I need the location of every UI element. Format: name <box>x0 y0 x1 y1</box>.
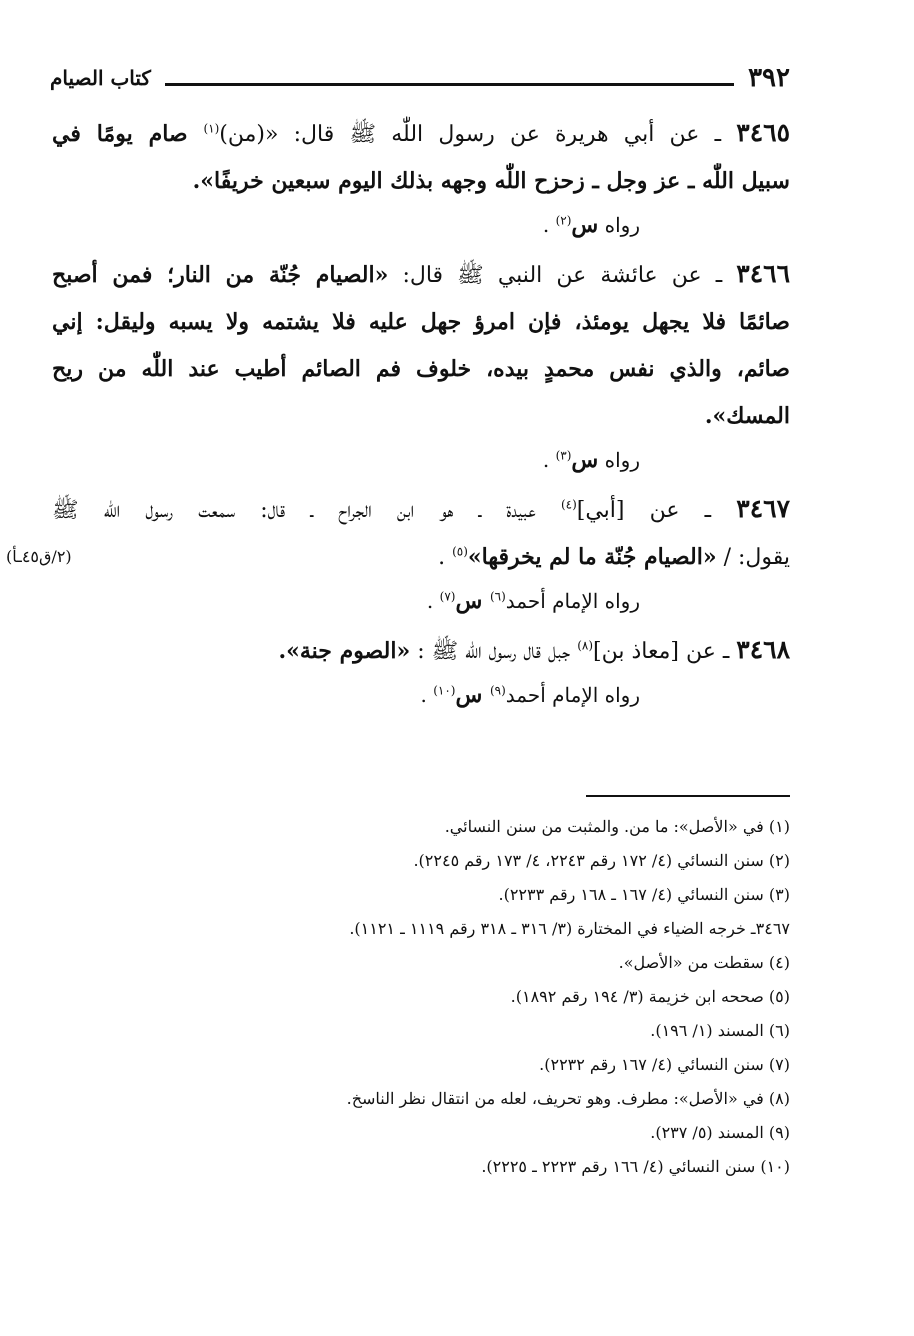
footnote-ref: (٤) <box>560 497 577 512</box>
footnote <box>100 1116 790 1150</box>
footnote-key: (٢) <box>768 851 790 870</box>
footnotes <box>100 810 790 1184</box>
riwaya-end: . <box>542 213 556 237</box>
riwaya-source: س <box>571 447 599 473</box>
footnote <box>100 1014 790 1048</box>
footnote <box>100 980 790 1014</box>
footnote-text: المسند (١/ ١٩٦). <box>650 1021 769 1040</box>
footnote-key: (١٠) <box>760 1157 790 1176</box>
riwaya-prefix: رواه الإمام أحمد <box>505 589 640 613</box>
footnote-ref: (٣) <box>555 448 572 463</box>
riwaya-prefix: رواه <box>598 448 640 472</box>
footnote-text: سنن النسائي (٤/ ١٦٧ ـ ١٦٨ رقم ٢٢٣٣). <box>498 885 769 904</box>
footnote-ref: (٥) <box>452 544 468 559</box>
hadith-text: سبيل اللّٰه ـ عز وجل ـ زحزح اللّٰه وجهه بذلك اليوم سبعين خريفًا». <box>192 168 790 194</box>
footnote-text: سقطت من «الأصل». <box>618 953 769 972</box>
riwaya-source: س <box>455 588 490 614</box>
footnote-key: ٣٤٦٧ <box>755 919 790 938</box>
riwaya-prefix: رواه الإمام أحمد <box>505 683 640 707</box>
footnote-ref: (٨) <box>577 638 594 653</box>
footnote-key: (٩) <box>768 1123 790 1142</box>
page-header <box>50 60 790 96</box>
footnote-key: (٨) <box>768 1089 790 1108</box>
text-segment: جبل قال رسول اللّٰه ﷺ : <box>410 639 578 664</box>
riwaya-line <box>52 675 790 715</box>
riwaya-line <box>52 440 790 480</box>
hadith-٣٤٦٥ <box>52 110 790 245</box>
hadith-line <box>52 393 790 440</box>
hadith-number: ٣٤٦٨ <box>736 635 790 664</box>
footnote-text: سنن النسائي (٤/ ١٧٢ رقم ٢٢٤٣، ٤/ ١٧٣ رقم ٢٢٤٥). <box>413 851 769 870</box>
hadith-line <box>52 110 790 158</box>
hadith-text: «الصيام جُنّة ما لم يخرقها» <box>467 544 717 570</box>
footnote-ref: (١) <box>203 121 220 136</box>
footnote-ref: (١٠) <box>433 683 456 698</box>
hadith-line <box>6 534 790 581</box>
hadith-number: ٣٤٦٥ <box>736 118 790 147</box>
header-rule <box>165 83 734 86</box>
hadith-٣٤٦٦ <box>52 251 790 480</box>
page-number: ٣٩٢ <box>748 63 790 93</box>
hadith-٣٤٦٨ <box>52 627 790 715</box>
text-segment: ـ عن [معاذ بن] <box>593 639 737 664</box>
hadith-line <box>52 299 790 346</box>
riwaya-end: . <box>426 589 440 613</box>
hadith-line <box>52 158 790 205</box>
footnote-text: صححه ابن خزيمة (٣/ ١٩٤ رقم ١٨٩٢). <box>510 987 769 1006</box>
footnote-ref: (٧) <box>439 589 456 604</box>
text-segment: يقول: / <box>716 545 790 570</box>
hadith-line <box>52 346 790 393</box>
riwaya-source: س <box>455 682 490 708</box>
hadith-text: المسك». <box>704 403 790 429</box>
riwaya-source: س <box>571 212 599 238</box>
footnote <box>100 1082 790 1116</box>
footnote-text: في «الأصل»: ما من. والمثبت من سنن النسائي. <box>444 817 769 836</box>
riwaya-line <box>52 205 790 245</box>
hadith-text: «الصيام جُنّة من النار؛ فمن أصبح <box>52 262 389 288</box>
hadith-text: «الصوم جنة». <box>278 638 411 664</box>
text-segment: . <box>438 545 453 570</box>
footnote-text: المسند (٥/ ٢٣٧). <box>650 1123 769 1142</box>
footnote <box>100 912 790 946</box>
footnote-text: في «الأصل»: مطرف. وهو تحريف، لعله من انتقال نظر الناسخ. <box>346 1089 769 1108</box>
riwaya-end: . <box>420 683 434 707</box>
footnote <box>100 810 790 844</box>
hadith-line <box>52 251 790 299</box>
footnote-key: (٣) <box>768 885 790 904</box>
footnote <box>100 878 790 912</box>
riwaya-end: . <box>542 448 556 472</box>
hadith-text: صام يومًا في <box>52 121 204 147</box>
footnote-key: (١) <box>768 817 790 836</box>
book-title: كتاب الصيام <box>50 66 151 90</box>
riwaya-line <box>52 581 790 621</box>
footnote-key: (٥) <box>768 987 790 1006</box>
margin-note: (٢/ق٤٥ـأ) <box>6 547 72 566</box>
text-segment: ـ عن عائشة عن النبي ﷺ قال: <box>388 263 737 288</box>
footnote-text: سنن النسائي (٤/ ١٦٧ رقم ٢٢٣٢). <box>539 1055 769 1074</box>
footnote-ref: (٢) <box>555 213 572 228</box>
hadith-number: ٣٤٦٧ <box>736 494 790 523</box>
footnote <box>100 946 790 980</box>
footnote-separator <box>586 795 790 797</box>
hadith-text: صائمًا فلا يجهل يومئذ، فإن امرؤ جهل عليه فلا يشتمه ولا يسبه وليقل: إني <box>52 309 790 335</box>
footnote-text: سنن النسائي (٤/ ١٦٦ رقم ٢٢٢٣ ـ ٢٢٢٥). <box>481 1157 761 1176</box>
hadith-line <box>52 486 790 534</box>
riwaya-prefix: رواه <box>598 213 640 237</box>
footnote <box>100 1048 790 1082</box>
text-segment: ـ عن أبي هريرة عن رسول اللّٰه ﷺ قال: «(من) <box>219 122 737 147</box>
hadith-text: صائم، والذي نفس محمدٍ بيده، خلوف فم الصائم أطيب عند اللّٰه من ريح <box>52 356 790 382</box>
hadith-number: ٣٤٦٦ <box>736 259 791 288</box>
text-segment: عبيدة ـ هو ابن الجراح ـ قال: سمعت رسول اللّٰه ﷺ <box>52 498 561 523</box>
hadith-line <box>52 627 790 675</box>
footnote-ref: (٦) <box>489 589 506 604</box>
text-segment: ـ عن [أبي] <box>576 498 737 523</box>
footnote-key: (٤) <box>768 953 790 972</box>
page-body <box>6 110 791 719</box>
footnote-text: ـ خرجه الضياء في المختارة (٣/ ٣١٦ ـ ٣١٨ رقم ١١١٩ ـ ١١٢١). <box>349 919 756 938</box>
footnote <box>100 844 790 878</box>
footnote <box>100 1150 790 1184</box>
footnote-ref: (٩) <box>489 683 506 698</box>
footnote-key: (٦) <box>768 1021 790 1040</box>
footnote-key: (٧) <box>768 1055 790 1074</box>
hadith-٣٤٦٧ <box>6 486 790 621</box>
